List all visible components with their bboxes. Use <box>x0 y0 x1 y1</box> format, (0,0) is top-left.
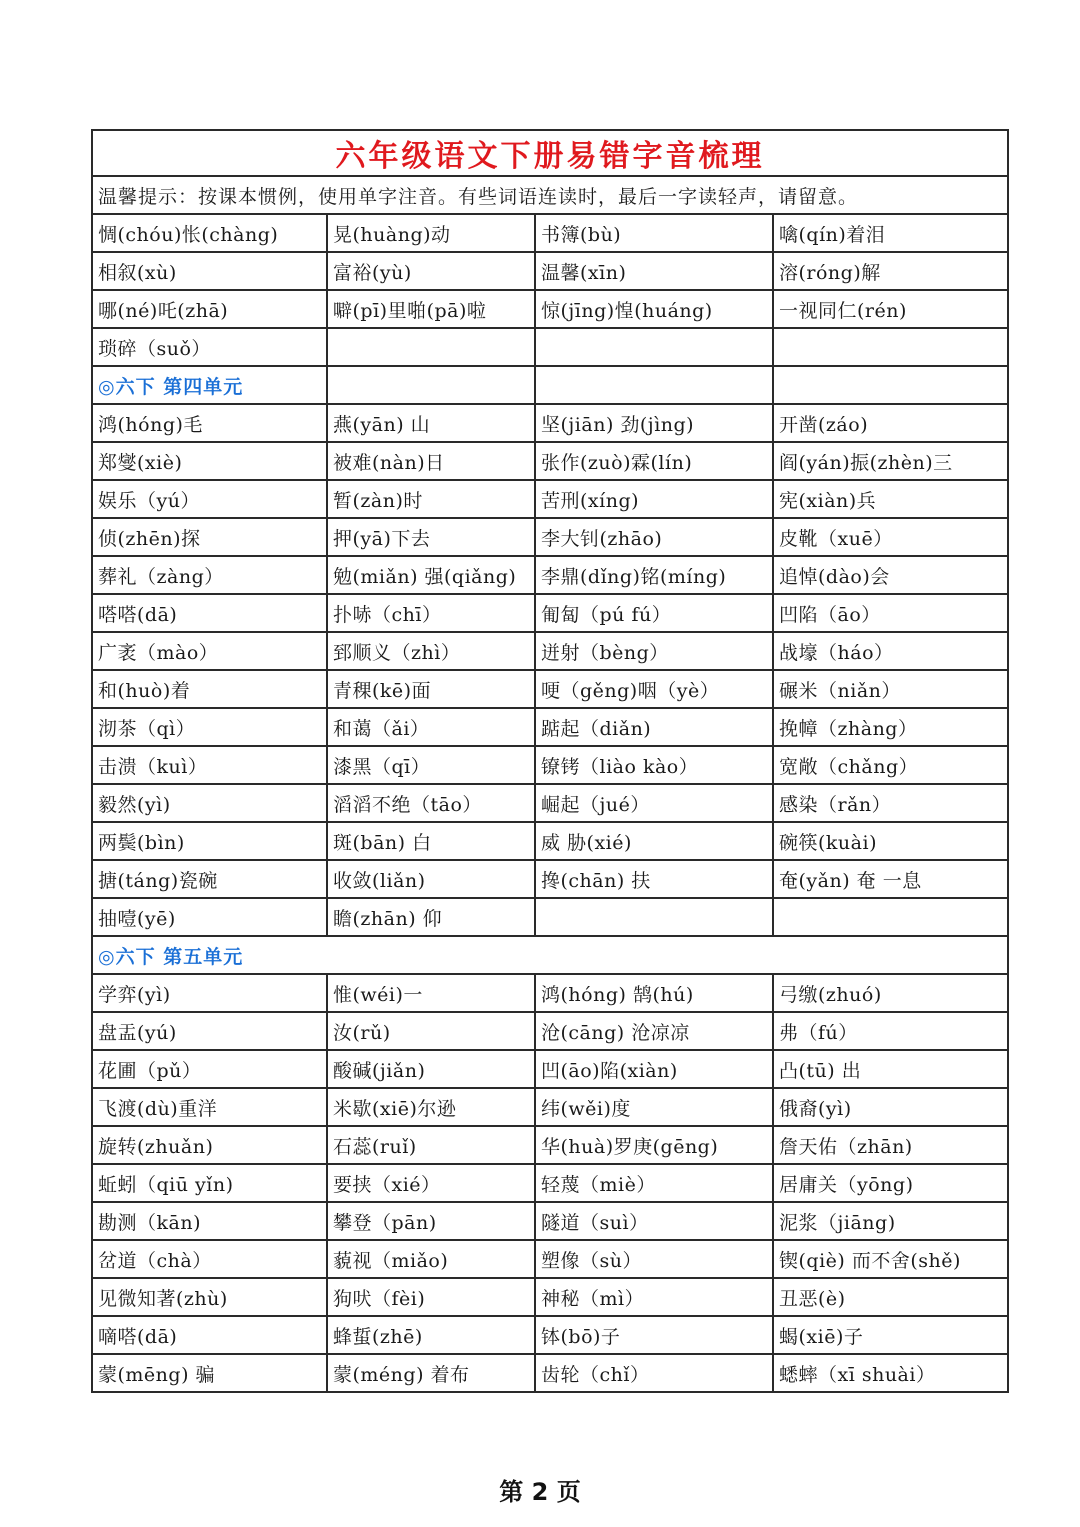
table-cell: 要挟（xié） <box>327 1164 535 1202</box>
table-cell: 蚯蚓（qiū yǐn) <box>92 1164 327 1202</box>
table-cell: 泥浆（jiāng) <box>773 1202 1008 1240</box>
table-cell: 勉(miǎn) 强(qiǎng) <box>327 556 535 594</box>
table-cell: 漆黑（qī） <box>327 746 535 784</box>
table-cell <box>327 328 535 366</box>
table-cell: 居庸关（yōng) <box>773 1164 1008 1202</box>
table-cell: 米歇(xiē)尔逊 <box>327 1088 535 1126</box>
table-cell: 隧道（suì） <box>535 1202 773 1240</box>
table-cell <box>773 898 1008 936</box>
table-cell: 狗吠（fèi) <box>327 1278 535 1316</box>
table-cell: 丑恶(è) <box>773 1278 1008 1316</box>
table-row <box>92 1164 1008 1202</box>
table-row <box>92 670 1008 708</box>
table-row <box>92 1012 1008 1050</box>
table-cell: 侦(zhēn)探 <box>92 518 327 556</box>
table-cell: 崛起（jué） <box>535 784 773 822</box>
table-cell: 李鼎(dǐng)铭(míng) <box>535 556 773 594</box>
table-cell <box>773 328 1008 366</box>
table-cell: 宪(xiàn)兵 <box>773 480 1008 518</box>
tip-row <box>92 176 1008 214</box>
table-row <box>92 1240 1008 1278</box>
table-cell: 追悼(dào)会 <box>773 556 1008 594</box>
table-cell: 书簿(bù) <box>535 214 773 252</box>
table-row <box>92 708 1008 746</box>
table-cell: 琐碎（suǒ） <box>92 328 327 366</box>
table-row <box>92 214 1008 252</box>
table-cell <box>535 898 773 936</box>
table-row <box>92 556 1008 594</box>
table-cell: 蟋蟀（xī shuài） <box>773 1354 1008 1392</box>
table-cell: 鸿(hóng) 鹄(hú) <box>535 974 773 1012</box>
table-cell: 沏茶（qì） <box>92 708 327 746</box>
section-label-5: ◎六下 第五单元 <box>98 945 244 968</box>
table-cell: 惟(wéi)一 <box>327 974 535 1012</box>
table-row <box>92 1354 1008 1392</box>
table-cell: 纬(wěi)度 <box>535 1088 773 1126</box>
table-cell: 嗒嗒(dā) <box>92 594 327 632</box>
table-row <box>92 290 1008 328</box>
table-cell: 晃(huàng)动 <box>327 214 535 252</box>
table-cell: 富裕(yù) <box>327 252 535 290</box>
table-cell: 皮靴（xuē） <box>773 518 1008 556</box>
table-cell <box>535 328 773 366</box>
table-cell: 斑(bān) 白 <box>327 822 535 860</box>
page-number: 第 2 页 <box>499 1478 581 1506</box>
table-cell: 塑像（sù） <box>535 1240 773 1278</box>
table-row <box>92 1316 1008 1354</box>
table-cell: 盘盂(yú) <box>92 1012 327 1050</box>
table-cell: 抽噎(yē) <box>92 898 327 936</box>
table-cell: 阎(yán)振(zhèn)三 <box>773 442 1008 480</box>
table-cell: 锲(qiè) 而不舍(shě) <box>773 1240 1008 1278</box>
table-cell: 娱乐（yú） <box>92 480 327 518</box>
table-cell: 搀(chān) 扶 <box>535 860 773 898</box>
table-cell: 收敛(liǎn) <box>327 860 535 898</box>
table-cell: 李大钊(zhāo) <box>535 518 773 556</box>
table-cell: 广袤（mào） <box>92 632 327 670</box>
table-cell: 凹陷（āo） <box>773 594 1008 632</box>
table-row <box>92 784 1008 822</box>
table-cell: 战壕（háo） <box>773 632 1008 670</box>
table-cell: 击溃（kuì） <box>92 746 327 784</box>
section-header-row-5 <box>92 936 1008 974</box>
table-cell: 鸿(hóng)毛 <box>92 404 327 442</box>
table-cell: 噙(qín)着泪 <box>773 214 1008 252</box>
table-row <box>92 632 1008 670</box>
table-cell: 迸射（bèng） <box>535 632 773 670</box>
table-cell: 两鬓(bìn) <box>92 822 327 860</box>
table-cell: 见微知著(zhù) <box>92 1278 327 1316</box>
table-cell: 宽敞（chǎng） <box>773 746 1008 784</box>
table-cell: 温馨(xīn) <box>535 252 773 290</box>
section-label-4: ◎六下 第四单元 <box>98 375 244 398</box>
table-cell: 詹天佑（zhān) <box>773 1126 1008 1164</box>
table-cell: 郑燮(xiè) <box>92 442 327 480</box>
table-cell: 张作(zuò)霖(lín) <box>535 442 773 480</box>
table-cell: 开凿(záo) <box>773 404 1008 442</box>
table-cell: 奄(yǎn) 奄 一息 <box>773 860 1008 898</box>
table-row <box>92 594 1008 632</box>
table-cell: 青稞(kē)面 <box>327 670 535 708</box>
table-cell: 和蔼（ǎi） <box>327 708 535 746</box>
table-cell: 滔滔不绝（tāo） <box>327 784 535 822</box>
table-cell: 哪(né)吒(zhā) <box>92 290 327 328</box>
table-cell: 凸(tū) 出 <box>773 1050 1008 1088</box>
table-cell: 轻蔑（miè） <box>535 1164 773 1202</box>
table-cell: 蒙(mēng) 骗 <box>92 1354 327 1392</box>
section-header-5 <box>92 936 1008 974</box>
section-header-4 <box>92 366 327 404</box>
table-cell: 弗（fú） <box>773 1012 1008 1050</box>
table-cell: 溶(róng)解 <box>773 252 1008 290</box>
table-row <box>92 1088 1008 1126</box>
table-cell: 被难(nàn)日 <box>327 442 535 480</box>
table-row <box>92 974 1008 1012</box>
table-cell: 蜂蜇(zhē) <box>327 1316 535 1354</box>
table-cell: 碗筷(kuài) <box>773 822 1008 860</box>
table-cell: 郅顺义（zhì） <box>327 632 535 670</box>
table-cell: 齿轮（chǐ） <box>535 1354 773 1392</box>
table-cell: 踮起（diǎn) <box>535 708 773 746</box>
table-cell: 攀登（pān) <box>327 1202 535 1240</box>
table-cell: 花圃（pǔ） <box>92 1050 327 1088</box>
table-cell: 嘀嗒(dā) <box>92 1316 327 1354</box>
table-cell: 瞻(zhān) 仰 <box>327 898 535 936</box>
table-row <box>92 746 1008 784</box>
table-cell: 神秘（mì） <box>535 1278 773 1316</box>
table-cell-empty <box>327 366 535 404</box>
table-row <box>92 404 1008 442</box>
table-cell: 和(huò)着 <box>92 670 327 708</box>
table-cell: 学弈(yì) <box>92 974 327 1012</box>
vocab-table <box>91 129 1009 1393</box>
table-cell: 弓缴(zhuó) <box>773 974 1008 1012</box>
table-row <box>92 1050 1008 1088</box>
table-cell: 华(huà)罗庚(gēng) <box>535 1126 773 1164</box>
table-cell-empty <box>535 366 773 404</box>
table-cell: 惊(jīng)惶(huáng) <box>535 290 773 328</box>
table-row <box>92 898 1008 936</box>
table-cell: 勘测（kān) <box>92 1202 327 1240</box>
table-row <box>92 1202 1008 1240</box>
table-cell: 沧(cāng) 沧凉凉 <box>535 1012 773 1050</box>
table-cell: 相叙(xù) <box>92 252 327 290</box>
table-cell: 哽（gěng)咽（yè） <box>535 670 773 708</box>
title-cell <box>92 130 1008 176</box>
table-cell: 藐视（miǎo) <box>327 1240 535 1278</box>
table-cell: 扑哧（chī） <box>327 594 535 632</box>
tip-text: 温馨提示：按课本惯例，使用单字注音。有些词语连读时，最后一字读轻声，请留意。 <box>92 176 1008 214</box>
table-cell: 俄裔(yì) <box>773 1088 1008 1126</box>
table-cell: 葬礼（zàng） <box>92 556 327 594</box>
title-row <box>92 130 1008 176</box>
section-header-row-4 <box>92 366 1008 404</box>
table-cell: 燕(yān) 山 <box>327 404 535 442</box>
table-row <box>92 480 1008 518</box>
table-cell: 蒙(méng) 着布 <box>327 1354 535 1392</box>
table-cell: 搪(táng)瓷碗 <box>92 860 327 898</box>
table-cell: 镣铐（liào kào） <box>535 746 773 784</box>
table-cell: 旋转(zhuǎn) <box>92 1126 327 1164</box>
table-row <box>92 442 1008 480</box>
table-cell: 感染（rǎn） <box>773 784 1008 822</box>
table-cell: 挽幛（zhàng） <box>773 708 1008 746</box>
table-cell: 匍匐（pú fú） <box>535 594 773 632</box>
table-cell: 毅然(yì) <box>92 784 327 822</box>
table-cell: 酸碱(jiǎn) <box>327 1050 535 1088</box>
table-cell: 岔道（chà） <box>92 1240 327 1278</box>
table-cell: 暂(zàn)时 <box>327 480 535 518</box>
page-title: 六年级语文下册易错字音梳理 <box>335 139 765 174</box>
table-cell: 汝(rǔ) <box>327 1012 535 1050</box>
table-row <box>92 860 1008 898</box>
table-row <box>92 1278 1008 1316</box>
table-cell: 凹(āo)陷(xiàn) <box>535 1050 773 1088</box>
table-cell: 一视同仁(rén) <box>773 290 1008 328</box>
table-row <box>92 822 1008 860</box>
table-cell: 钵(bō)子 <box>535 1316 773 1354</box>
table-cell-empty <box>773 366 1008 404</box>
table-row <box>92 252 1008 290</box>
table-cell: 坚(jiān) 劲(jìng) <box>535 404 773 442</box>
table-row <box>92 328 1008 366</box>
table-cell: 威 胁(xié) <box>535 822 773 860</box>
table-cell: 押(yā)下去 <box>327 518 535 556</box>
table-cell: 苦刑(xíng) <box>535 480 773 518</box>
table-cell: 石蕊(ruǐ) <box>327 1126 535 1164</box>
table-row <box>92 518 1008 556</box>
table-cell: 碾米（niǎn） <box>773 670 1008 708</box>
table-row <box>92 1126 1008 1164</box>
table-cell: 飞渡(dù)重洋 <box>92 1088 327 1126</box>
table-cell: 蝎(xiē)子 <box>773 1316 1008 1354</box>
table-cell: 惆(chóu)怅(chàng) <box>92 214 327 252</box>
table-cell: 噼(pī)里啪(pā)啦 <box>327 290 535 328</box>
